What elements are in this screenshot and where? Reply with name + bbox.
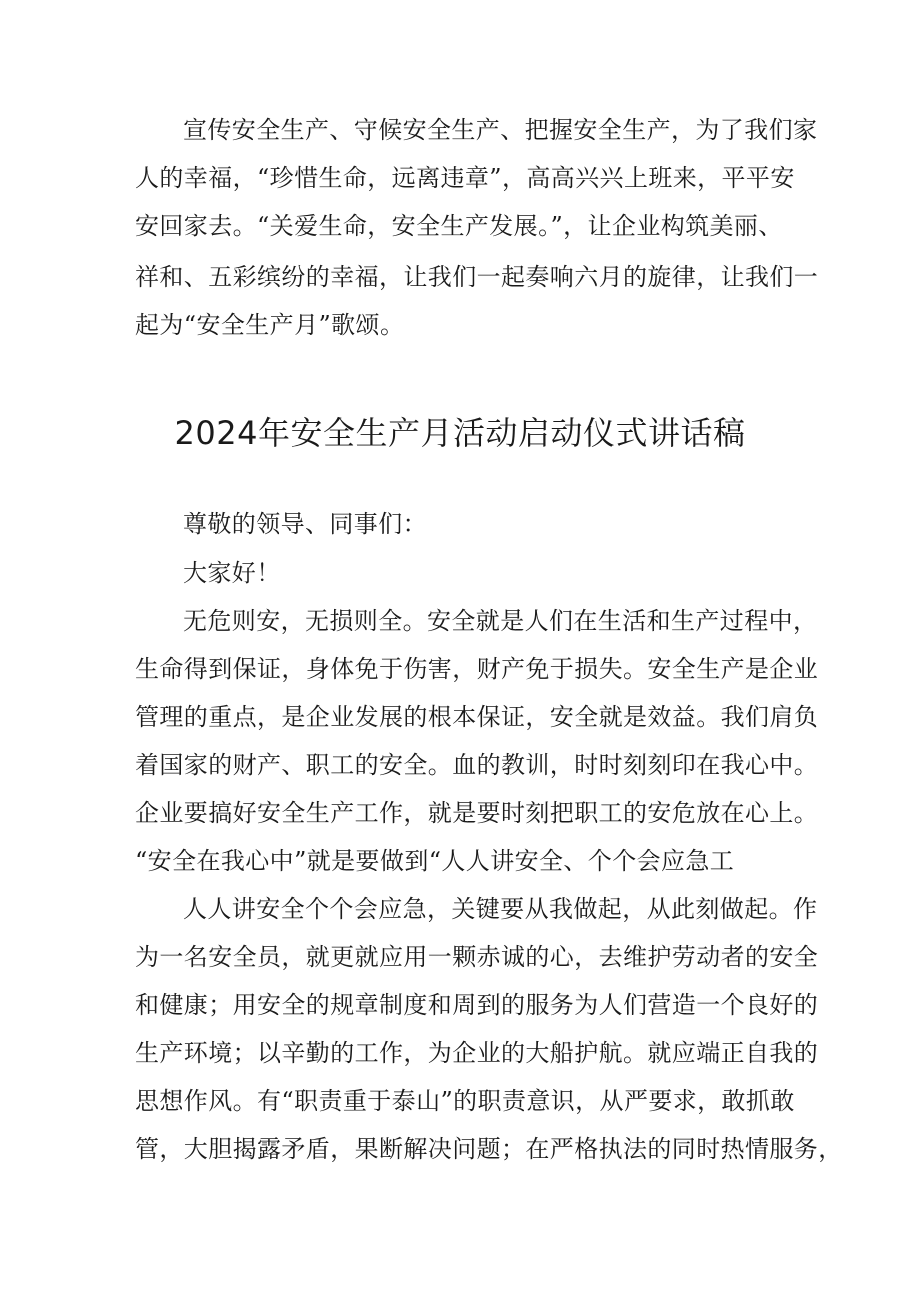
text-line: 思想作风。有“职责重于泰山”的职责意识，从严要求，敢抓敢 <box>135 1087 795 1115</box>
text-line: 起为“安全生产月”歌颂。 <box>135 311 405 339</box>
text-line: 安回家去。“关爱生命，安全生产发展。”，让企业构筑美丽、 <box>135 212 783 240</box>
text-line: 人人讲安全个个会应急，关键要从我做起，从此刻做起。作 <box>183 895 818 923</box>
salutation: 尊敬的领导、同事们： <box>183 510 427 538</box>
text-line: 企业要搞好安全生产工作，就是要时刻把职工的安危放在心上。 <box>135 799 819 827</box>
text-line: 祥和、五彩缤纷的幸福，让我们一起奏响六月的旋律，让我们一 <box>135 263 819 291</box>
document-title: 2024年安全生产月活动启动仪式讲话稿 <box>174 414 746 452</box>
text-line: 着国家的财产、职工的安全。血的教训，时时刻刻印在我心中。 <box>135 751 819 779</box>
text-line: 为一名安全员，就更就应用一颗赤诚的心，去维护劳动者的安全 <box>135 943 819 971</box>
text-line: “安全在我心中”就是要做到“人人讲安全、个个会应急工 <box>135 847 735 875</box>
text-line: 生产环境；以辛勤的工作，为企业的大船护航。就应端正自我的 <box>135 1039 819 1067</box>
text-line: 宣传安全生产、守候安全生产、把握安全生产，为了我们家 <box>183 116 818 144</box>
text-line: 管理的重点，是企业发展的根本保证，安全就是效益。我们肩负 <box>135 703 819 731</box>
text-line: 管，大胆揭露矛盾，果断解决问题；在严格执法的同时热情服务， <box>135 1135 843 1163</box>
text-line: 和健康；用安全的规章制度和周到的服务为人们营造一个良好的 <box>135 991 819 1019</box>
greeting: 大家好！ <box>183 559 281 587</box>
text-line: 无危则安，无损则全。安全就是人们在生活和生产过程中， <box>183 607 818 635</box>
text-line: 生命得到保证，身体免于伤害，财产免于损失。安全生产是企业 <box>135 655 819 683</box>
text-line: 人的幸福，“珍惜生命，远离违章”，高高兴兴上班来，平平安 <box>135 164 795 192</box>
